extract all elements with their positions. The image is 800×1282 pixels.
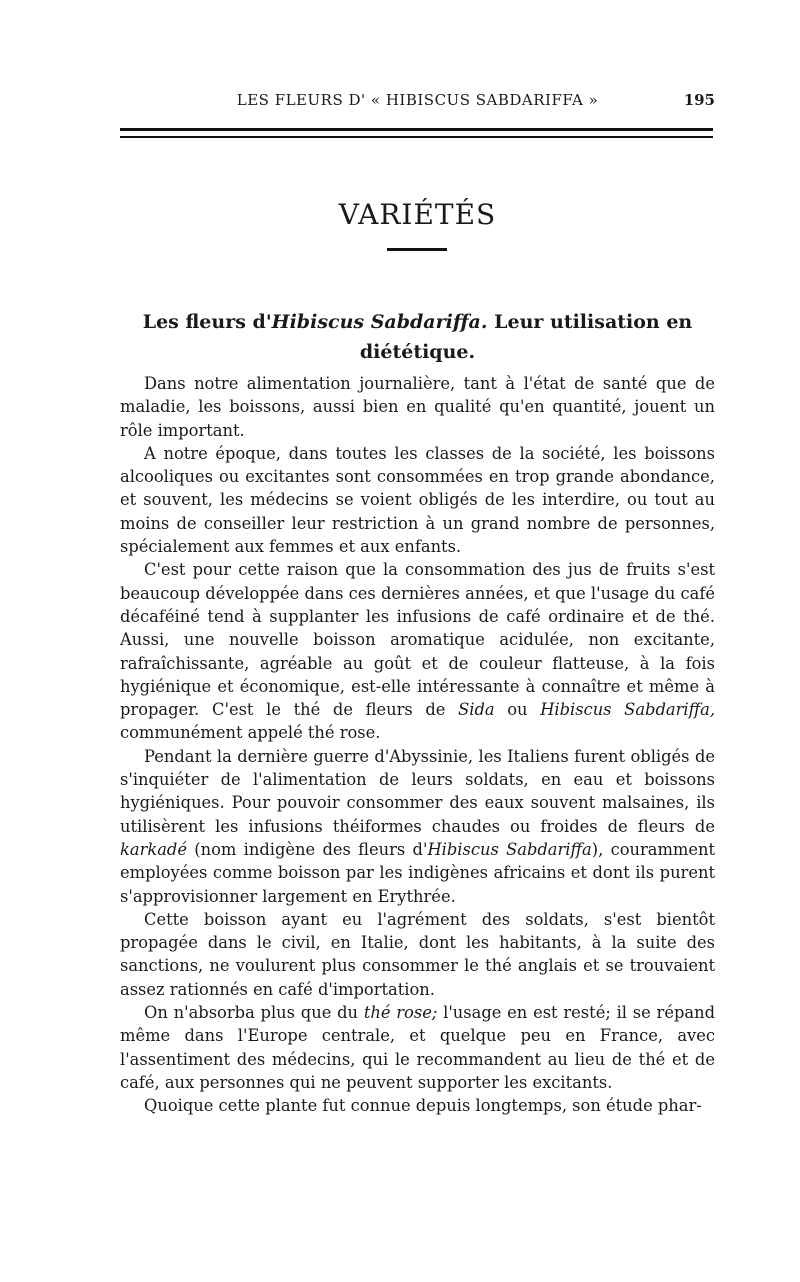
heading-text-before: Les fleurs d'	[142, 311, 272, 333]
paragraph-3-text-3: communément appelé thé rose.	[120, 723, 381, 743]
paragraph-3-italic-1: Sida	[458, 700, 495, 720]
paragraph-3	[120, 558, 715, 744]
paragraph-4-text-3: ), couramment employées comme boisson par les indigènes africains et dont ils purent s'approvisionner largement en Erythrée.	[120, 839, 716, 906]
paragraph-6-text-1: On n'absorba plus que du	[144, 1003, 364, 1023]
running-head	[120, 88, 715, 112]
paragraph-6-text-2: l'usage en est resté; il se répand même dans l'Europe centrale, et quelque peu en France, avec l'assentiment des médecins, qui le recommandent au lieu de thé et de café, aux personnes qui ne peuvent supporter les excitants.	[120, 1003, 716, 1092]
paragraph-3-italic-2: Hibiscus Sabdariffa,	[540, 700, 716, 720]
page-number: 195	[683, 91, 715, 109]
paragraph-4-italic-2: Hibiscus Sabdariffa	[427, 839, 592, 859]
paragraph-4-italic-1: karkadé	[120, 839, 187, 859]
paragraph-1: Dans notre alimentation journalière, tant à l'état de santé que de maladie, les boissons, aussi bien en qualité qu'en quantité, jouent un rôle important.	[120, 374, 715, 440]
paragraph-4-text-2: (nom indigène des fleurs d'	[187, 839, 428, 859]
paragraph-7: Quoique cette plante fut connue depuis longtemps, son étude phar-	[144, 1096, 702, 1116]
heading-text-italic: Hibiscus Sabdariffa.	[271, 311, 488, 333]
paragraph-2: A notre époque, dans toutes les classes de la société, les boissons alcooliques ou excitantes sont consommées en trop grande abondance, et souvent, les médecins se voient obligés de les interdire, ou tout au moins de conseiller leur restriction à un grand nombre de personnes, spécialement aux femmes et aux enfants.	[120, 443, 715, 557]
header-rule-top	[120, 128, 713, 131]
paragraph-4	[120, 745, 715, 908]
article-heading	[120, 307, 715, 367]
paragraph-4-text-1: Pendant la dernière guerre d'Abyssinie, les Italiens furent obligés de s'inquiéter de l'alimentation de leurs soldats, en eau et boissons hygiéniques. Pour pouvoir consommer des eaux souvent malsaines, ils utilisèrent les infusions théiformes chaudes ou froides de fleurs de	[120, 746, 715, 836]
header-rule-bottom	[120, 136, 713, 138]
paragraph-3-text-2: ou	[494, 700, 541, 720]
heading-text-after: Leur utilisation en diététique.	[359, 311, 693, 363]
running-title: LES FLEURS D' « HIBISCUS SABDARIFFA »	[236, 91, 599, 109]
paragraph-5: Cette boisson ayant eu l'agrément des soldats, s'est bientôt propagée dans le civil, en Italie, dont les habitants, à la suite des sanctions, ne voulurent plus consommer le thé anglais et se trouvaient assez rationnés en café d'importation.	[120, 909, 715, 999]
paragraph-6	[120, 1001, 715, 1094]
title-dash-divider	[387, 248, 447, 251]
paragraph-3-text-1: C'est pour cette raison que la consommation des jus de fruits s'est beaucoup développée dans ces dernières années, et que l'usage du café décaféiné tend à supplanter les infusions de café ordinaire et de thé. Aussi, une nouvelle boisson aromatique acidulée, non excitante, rafraîchissante, agréable au goût et de couleur flatteuse, à la fois hygiénique et économique, est-elle intéressante à connaître et même à propager. C'est le thé de fleurs de	[120, 560, 715, 720]
section-title: VARIÉTÉS	[338, 198, 497, 231]
paragraph-6-italic-1: thé rose;	[363, 1003, 438, 1023]
article-body	[120, 372, 715, 1118]
